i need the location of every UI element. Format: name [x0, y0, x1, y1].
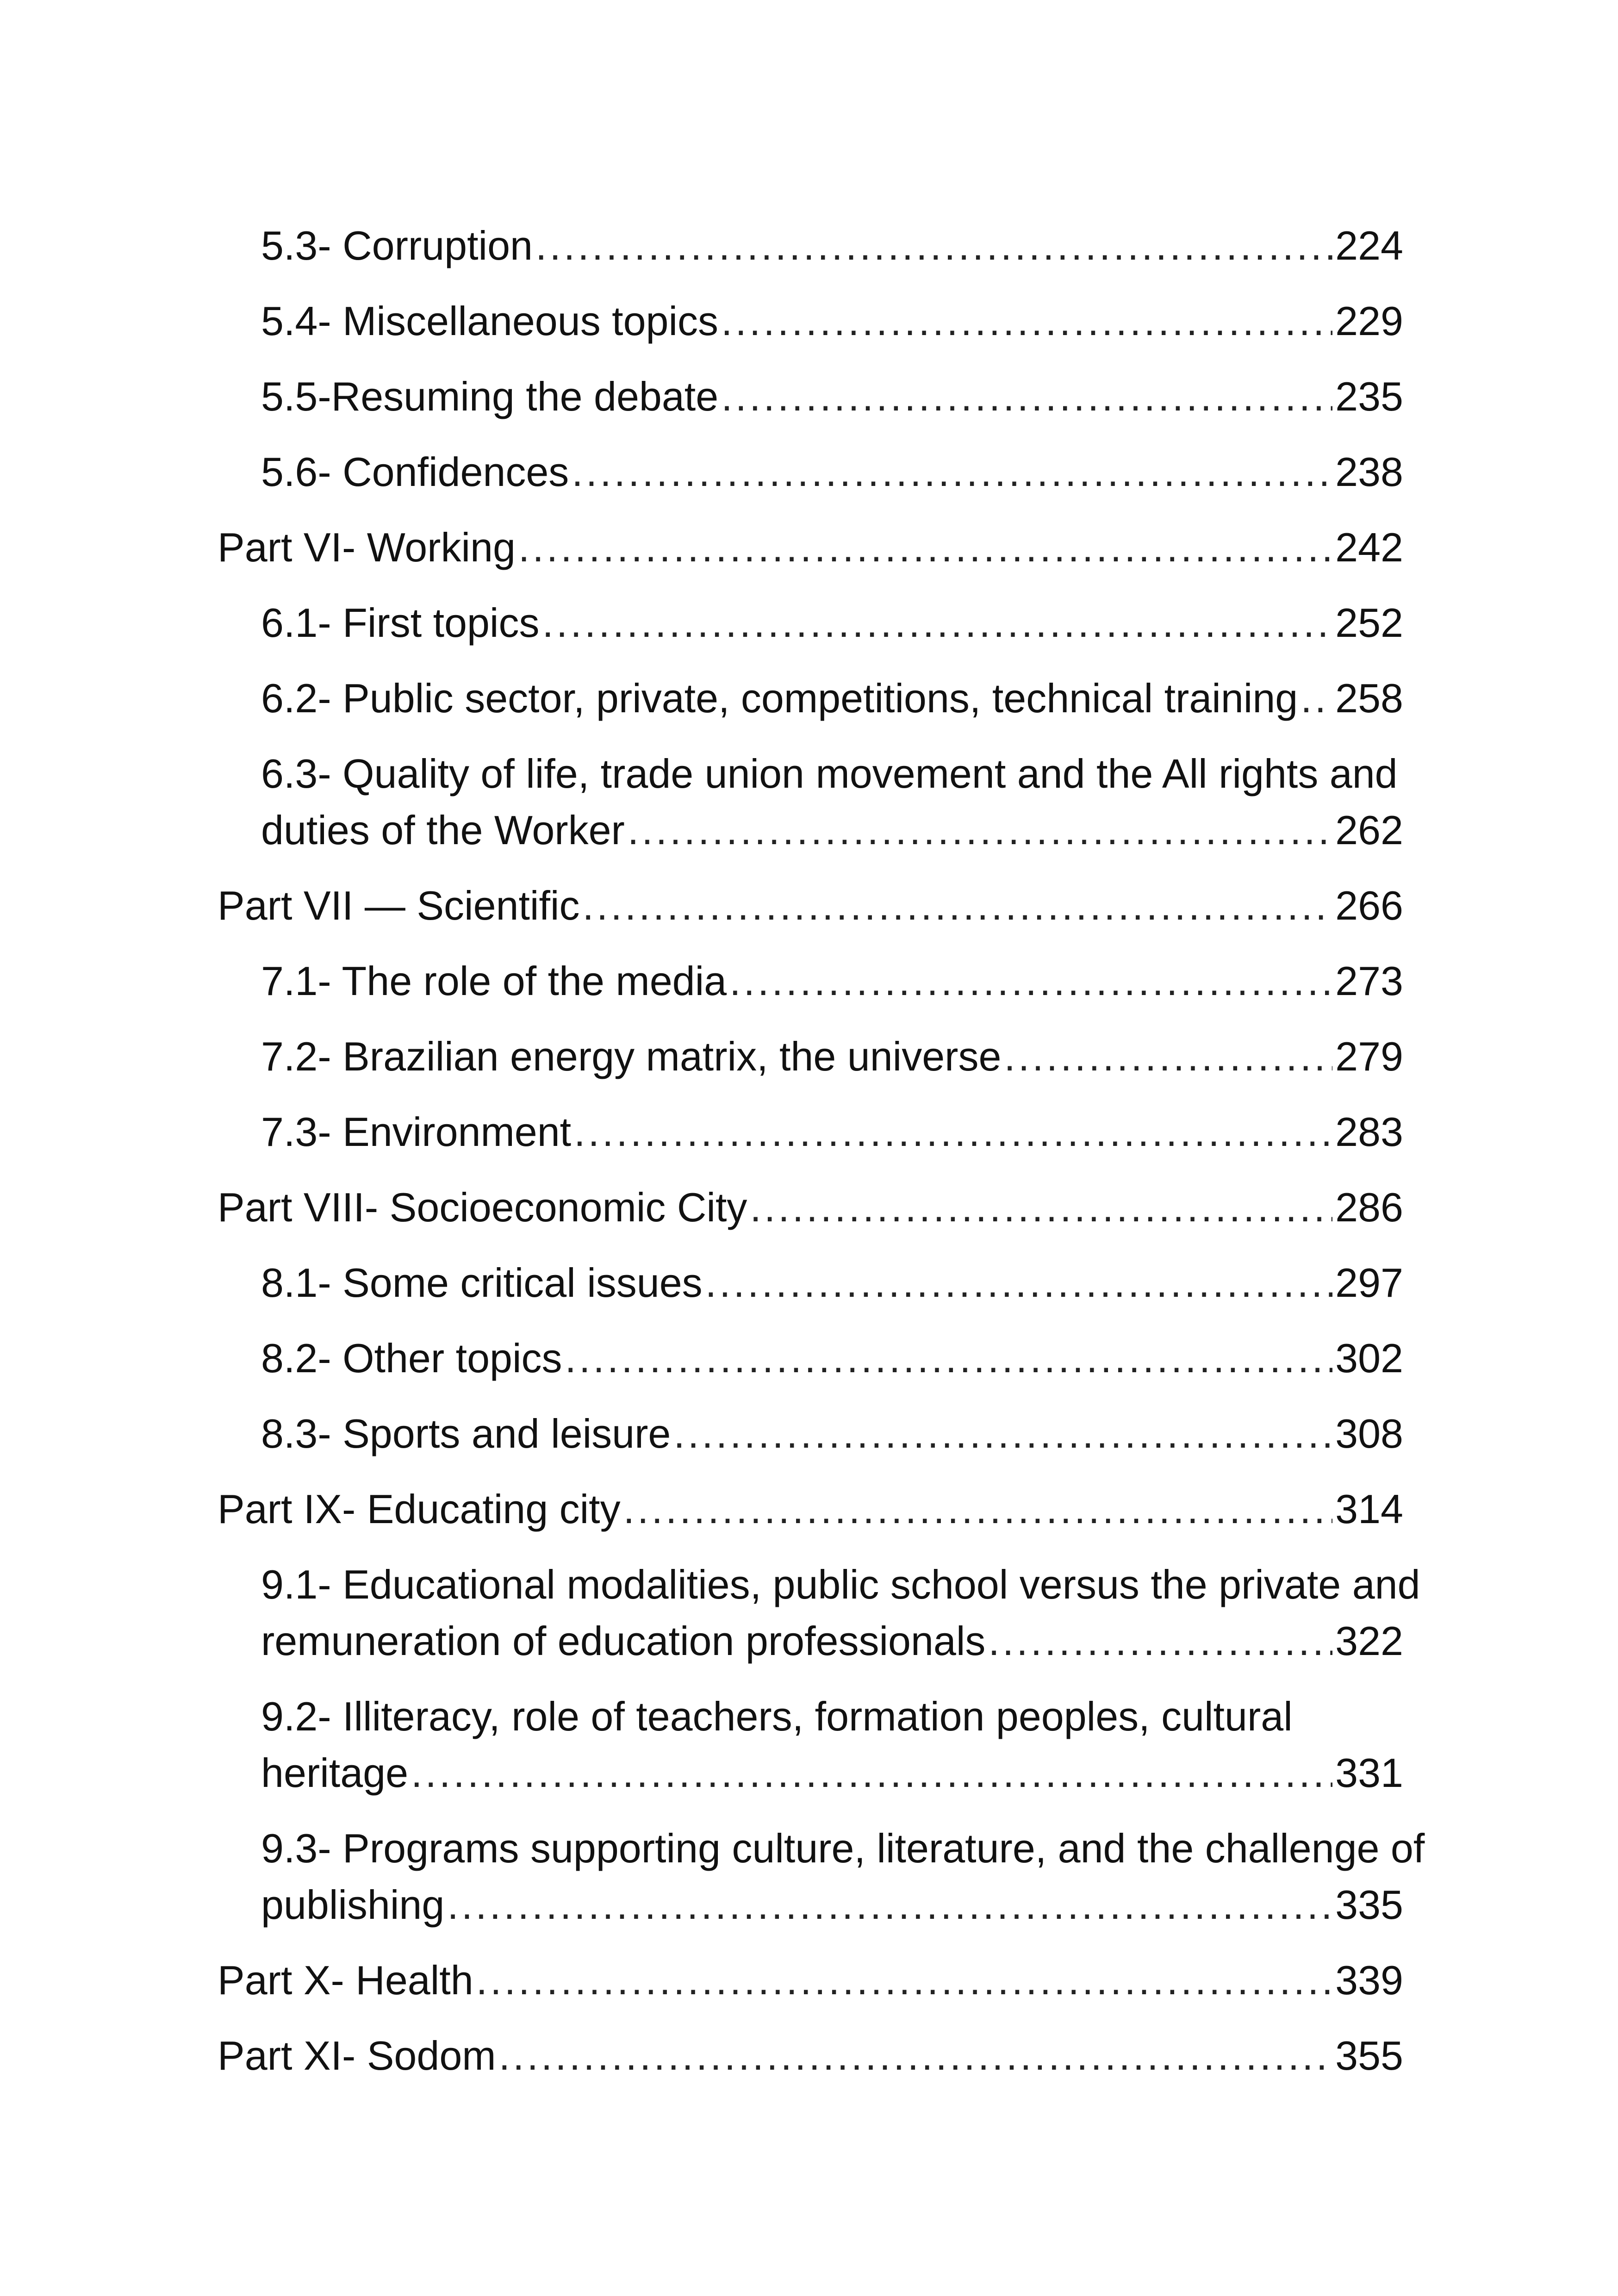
toc-entry-title: Part X- Health [218, 1957, 473, 2003]
toc-part-entry[interactable] [218, 1179, 1403, 1236]
toc-entry-title: 5.5-Resuming the debate [261, 373, 719, 419]
dot-leader [705, 1255, 1333, 1311]
toc-entry-page: 297 [1335, 1260, 1403, 1306]
toc-entry-page: 355 [1335, 2033, 1403, 2078]
toc-entry-page: 258 [1335, 675, 1403, 721]
dot-leader [518, 519, 1332, 576]
dot-leader [673, 1406, 1332, 1462]
toc-entry-title: 6.2- Public sector, private, competitions, technical training [261, 675, 1298, 721]
toc-entry[interactable] [218, 953, 1403, 1009]
toc-entry-title-line1: 9.3- Programs supporting culture, literature, and the challenge of [261, 1825, 1425, 1871]
toc-entry-title: remuneration of education professionals [261, 1618, 986, 1664]
toc-entry-title: Part VII — Scientific [218, 883, 580, 928]
dot-leader [721, 368, 1332, 425]
toc-entry-title: 5.6- Confidences [261, 449, 569, 495]
dot-leader [447, 1877, 1332, 1933]
toc-entry[interactable] [218, 1330, 1403, 1387]
toc-entry[interactable] [218, 218, 1403, 274]
toc-entry-page: 235 [1335, 373, 1403, 419]
toc-part-entry[interactable] [218, 519, 1403, 576]
toc-entry[interactable] [218, 293, 1403, 349]
toc-entry[interactable] [218, 1255, 1403, 1311]
table-of-contents [218, 218, 1425, 2103]
toc-entry[interactable] [218, 670, 1403, 727]
dot-leader [750, 1179, 1332, 1236]
toc-entry[interactable] [218, 1028, 1403, 1085]
toc-entry-title: publishing [261, 1882, 445, 1928]
toc-entry-page: 302 [1335, 1335, 1403, 1381]
dot-leader [574, 1104, 1332, 1160]
toc-entry-title: heritage [261, 1750, 409, 1796]
toc-entry[interactable] [218, 595, 1403, 651]
toc-entry-page: 314 [1335, 1486, 1403, 1532]
toc-entry-title: 5.3- Corruption [261, 223, 533, 268]
toc-entry-title: 7.1- The role of the media [261, 958, 727, 1004]
toc-entry-title: Part IX- Educating city [218, 1486, 621, 1532]
dot-leader [565, 1330, 1333, 1387]
toc-entry-page: 242 [1335, 524, 1403, 570]
dot-leader [411, 1745, 1332, 1801]
toc-entry-title: 8.1- Some critical issues [261, 1260, 703, 1306]
toc-entry-page: 238 [1335, 449, 1403, 495]
toc-entry-title: 8.3- Sports and leisure [261, 1411, 671, 1456]
toc-entry-title: 7.3- Environment [261, 1109, 572, 1155]
toc-entry-title: 8.2- Other topics [261, 1335, 562, 1381]
toc-entry-title: 6.1- First topics [261, 600, 540, 646]
toc-entry-page: 279 [1335, 1033, 1403, 1079]
dot-leader [542, 595, 1332, 651]
toc-entry-page: 229 [1335, 298, 1403, 344]
toc-entry-page: 266 [1335, 883, 1403, 928]
toc-entry-title-line1: 9.1- Educational modalities, public school versus the private and [261, 1562, 1420, 1607]
toc-entry[interactable] [218, 444, 1403, 500]
toc-entry-page: 283 [1335, 1109, 1403, 1155]
dot-leader [729, 953, 1332, 1009]
dot-leader [572, 444, 1332, 500]
toc-entry-title: Part XI- Sodom [218, 2033, 496, 2078]
toc-entry[interactable] [218, 1688, 1403, 1801]
toc-entry[interactable] [218, 1104, 1403, 1160]
dot-leader [1004, 1028, 1332, 1085]
toc-part-entry[interactable] [218, 1481, 1403, 1537]
dot-leader [582, 877, 1332, 934]
toc-part-entry[interactable] [218, 2028, 1403, 2084]
toc-entry-page: 331 [1335, 1750, 1403, 1796]
dot-leader [988, 1613, 1332, 1669]
toc-entry[interactable] [218, 1556, 1420, 1669]
dot-leader [535, 218, 1332, 274]
dot-leader [499, 2028, 1333, 2084]
dot-leader [623, 1481, 1333, 1537]
toc-entry-title-line1: 6.3- Quality of life, trade union movement and the All rights and [261, 751, 1398, 796]
toc-part-entry[interactable] [218, 877, 1403, 934]
dot-leader [721, 293, 1332, 349]
toc-entry-title: 7.2- Brazilian energy matrix, the universe [261, 1033, 1002, 1079]
toc-entry-title: duties of the Worker [261, 807, 625, 853]
toc-entry-page: 339 [1335, 1957, 1403, 2003]
toc-entry-title-line1: 9.2- Illiteracy, role of teachers, formation peoples, cultural [261, 1693, 1293, 1739]
toc-entry-title: Part VI- Working [218, 524, 516, 570]
toc-entry-page: 308 [1335, 1411, 1403, 1456]
toc-entry-title: 5.4- Miscellaneous topics [261, 298, 719, 344]
toc-entry[interactable] [218, 1406, 1403, 1462]
toc-entry-page: 322 [1335, 1618, 1403, 1664]
toc-entry-page: 335 [1335, 1882, 1403, 1928]
toc-entry[interactable] [218, 1820, 1425, 1933]
toc-entry-page: 252 [1335, 600, 1403, 646]
toc-entry-page: 286 [1335, 1184, 1403, 1230]
toc-entry[interactable] [218, 746, 1403, 859]
toc-entry-page: 224 [1335, 223, 1403, 268]
toc-entry-page: 262 [1335, 807, 1403, 853]
toc-part-entry[interactable] [218, 1952, 1403, 2009]
dot-leader [476, 1952, 1333, 2009]
dot-leader [1301, 670, 1332, 727]
toc-entry-title: Part VIII- Socioeconomic City [218, 1184, 747, 1230]
toc-entry-page: 273 [1335, 958, 1403, 1004]
dot-leader [628, 802, 1332, 859]
toc-entry[interactable] [218, 368, 1403, 425]
